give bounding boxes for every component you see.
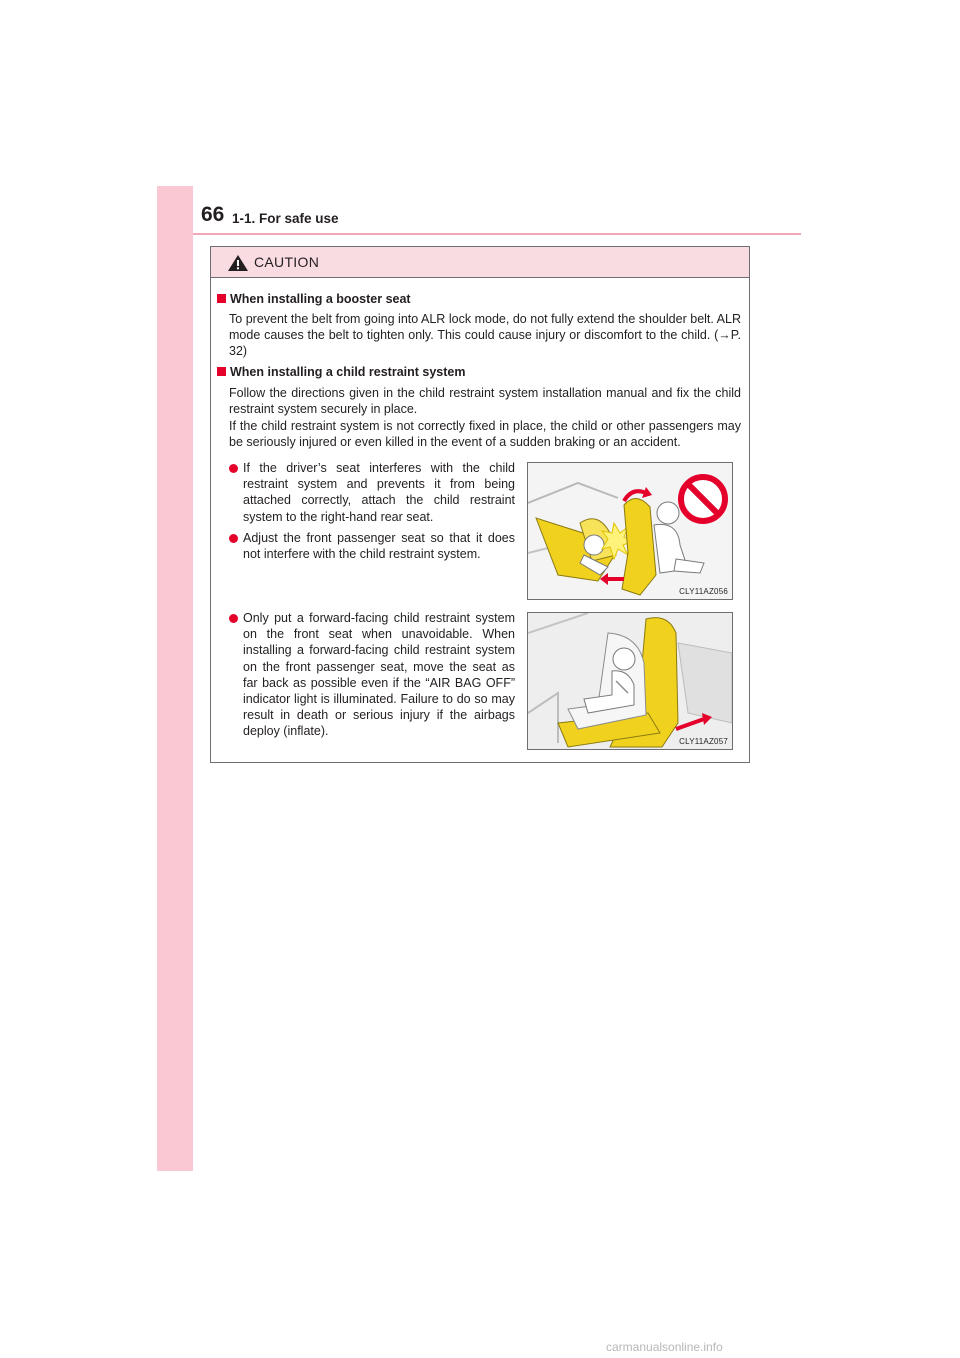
bullet-list-1 [229,460,515,567]
illustration-forward-facing-seat [527,612,733,750]
side-tab-strip [157,186,193,1171]
forward-facing-seat-illustration [528,613,732,749]
round-bullet-icon [229,614,238,623]
footer-watermark[interactable]: carmanualsonline.info [606,1340,723,1354]
illustration-seat-interference [527,462,733,600]
section-heading-child-restraint [217,364,465,380]
header-divider [193,233,801,235]
warning-triangle-icon [227,254,249,272]
round-bullet-icon [229,534,238,543]
caution-header [211,247,749,278]
page-number: 66 [201,203,225,226]
list-item [229,610,515,740]
square-bullet-icon [217,294,226,303]
section-heading-text: When installing a booster seat [230,292,411,306]
square-bullet-icon [217,367,226,376]
list-item-text: Adjust the front passenger seat so that it does not interfere with the child restraint system. [243,530,515,562]
booster-seat-paragraph: To prevent the belt from going into ALR lock mode, do not fully extend the shoulder belt. ALR mode causes the belt to tighten only. This could cause injury or discomfort to the child. (→P. 32) [229,312,741,359]
prohibited-icon [681,477,725,521]
list-item-text: Only put a forward-facing child restraint system on the front seat when unavoidable. When installing a forward-facing child restraint system on the front passenger seat, move the seat as far back as possible even if the “AIR BAG OFF” indicator light is illuminated. Failure to do so may result in death or serious injury if the airbags deploy (inflate). [243,611,515,739]
caution-box [210,246,750,763]
bullet-list-2 [229,610,515,745]
list-item [229,530,515,562]
section-title: 1-1. For safe use [232,211,339,226]
child-restraint-paragraph-1: Follow the directions given in the child restraint system installation manual and fix the child restraint system securely in place. [229,386,741,417]
child-restraint-paragraph-2: If the child restraint system is not correctly fixed in place, the child or other passengers may be seriously injured or even killed in the event of a sudden braking or an accident. [229,419,741,450]
seat-interference-drawing [528,463,732,599]
caution-label: CAUTION [254,254,320,270]
list-item-text: If the driver’s seat interferes with the child restraint system and prevents it from being attached correctly, attach the child restraint system to the right-hand rear seat. [243,461,515,524]
round-bullet-icon [229,464,238,473]
section-heading-booster-seat [217,291,411,307]
list-item [229,460,515,525]
figure-code: CLY11AZ056 [679,587,728,596]
section-heading-text: When installing a child restraint system [230,365,466,379]
figure-code: CLY11AZ057 [679,737,728,746]
